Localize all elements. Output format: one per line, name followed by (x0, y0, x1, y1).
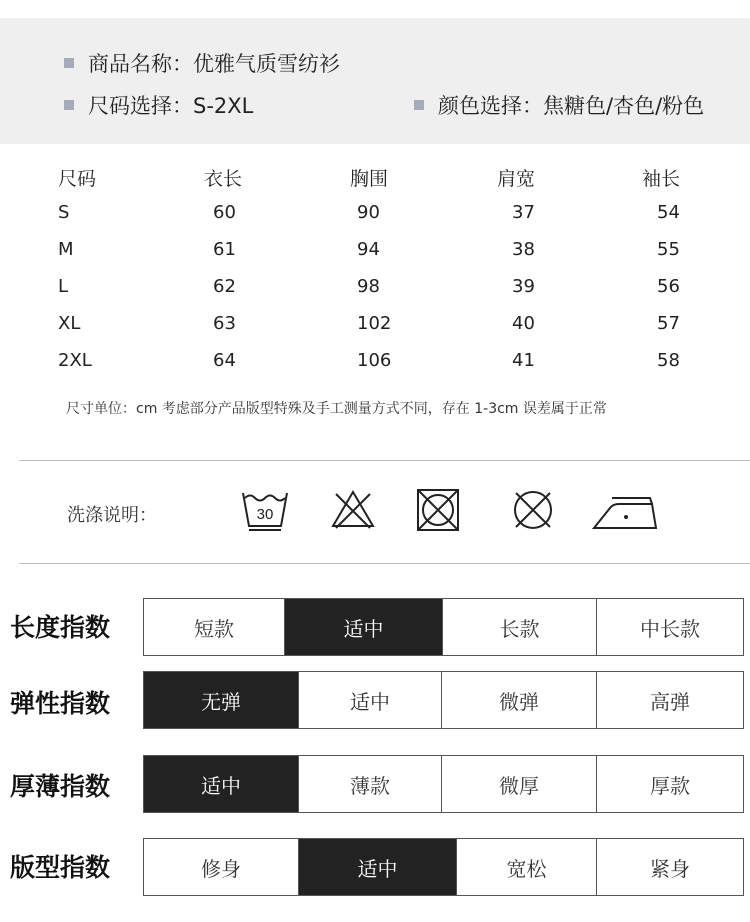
elasticity-option-medium: 适中 (299, 672, 442, 728)
color-options-text: 颜色选择：焦糖色/杏色/粉色 (438, 94, 705, 118)
size-cell: L (58, 276, 69, 297)
table-row (0, 276, 750, 313)
chest-cell: 102 (357, 313, 392, 334)
no-dry-clean-icon (508, 486, 558, 534)
elasticity-option-slight: 微弹 (442, 672, 597, 728)
divider-bottom (19, 563, 750, 564)
chest-cell: 94 (357, 239, 380, 260)
sleeve-cell: 55 (657, 239, 680, 260)
length-option-medium: 适中 (285, 599, 443, 655)
fit-option-loose: 宽松 (457, 839, 597, 895)
column-header-shoulder: 肩宽 (497, 168, 536, 190)
sleeve-cell: 58 (657, 350, 680, 371)
table-row (0, 202, 750, 239)
elasticity-index-options (143, 671, 744, 729)
size-cell: XL (58, 313, 81, 334)
product-name-row (64, 48, 340, 78)
column-header-length: 衣长 (204, 168, 243, 190)
bullet-icon (64, 100, 74, 110)
thickness-option-thick: 厚款 (650, 773, 690, 798)
size-chart-header-row (0, 164, 750, 201)
column-header-size: 尺码 (58, 168, 97, 190)
thickness-option-medium: 适中 (144, 756, 299, 812)
length-option-long: 长款 (443, 599, 597, 655)
size-cell: S (58, 202, 70, 223)
chest-cell: 90 (357, 202, 380, 223)
shoulder-cell: 38 (512, 239, 535, 260)
sleeve-cell: 56 (657, 276, 680, 297)
fit-option-regular: 适中 (299, 839, 457, 895)
length-index-options (143, 598, 744, 656)
wash-30-icon (240, 486, 290, 534)
length-option-mid-long: 中长款 (640, 616, 700, 641)
elasticity-index-label: 弹性指数 (10, 689, 111, 718)
length-cell: 63 (213, 313, 236, 334)
length-index-label: 长度指数 (10, 613, 111, 642)
size-range-text: 尺码选择：S-2XL (88, 94, 254, 118)
no-bleach-icon (328, 486, 378, 534)
fit-index-label: 版型指数 (10, 853, 111, 882)
chest-cell: 98 (357, 276, 380, 297)
column-header-sleeve: 袖长 (642, 168, 681, 190)
elasticity-option-high: 高弹 (650, 689, 690, 714)
divider-top (19, 460, 750, 461)
shoulder-cell: 41 (512, 350, 535, 371)
fit-option-slim: 修身 (144, 839, 299, 895)
product-info-header (0, 18, 750, 144)
chest-cell: 106 (357, 350, 392, 371)
wash-temp-text: 30 (256, 506, 274, 523)
size-cell: M (58, 239, 74, 260)
shoulder-cell: 37 (512, 202, 535, 223)
fit-option-tight: 紧身 (650, 856, 690, 881)
length-option-short: 短款 (144, 599, 285, 655)
elasticity-option-none: 无弹 (144, 672, 299, 728)
table-row (0, 313, 750, 350)
length-cell: 64 (213, 350, 236, 371)
shoulder-cell: 39 (512, 276, 535, 297)
thickness-index-label: 厚薄指数 (10, 772, 111, 801)
length-cell: 60 (213, 202, 236, 223)
product-name-text: 商品名称：优雅气质雪纺衫 (88, 52, 340, 76)
size-range-row (64, 90, 253, 120)
thickness-option-thin: 薄款 (299, 756, 442, 812)
size-cell: 2XL (58, 350, 92, 371)
low-iron-icon (592, 486, 658, 534)
shoulder-cell: 40 (512, 313, 535, 334)
table-row (0, 350, 750, 387)
sleeve-cell: 54 (657, 202, 680, 223)
table-row (0, 239, 750, 276)
sleeve-cell: 57 (657, 313, 680, 334)
thickness-index-options (143, 755, 744, 813)
fit-index-options (143, 838, 744, 896)
color-options-row (414, 90, 704, 120)
no-tumble-dry-icon (413, 486, 463, 534)
length-cell: 61 (213, 239, 236, 260)
column-header-chest: 胸围 (350, 168, 389, 190)
wash-instructions-label: 洗涤说明： (67, 505, 157, 526)
bullet-icon (414, 100, 424, 110)
thickness-option-slightly-thick: 微厚 (442, 756, 597, 812)
length-cell: 62 (213, 276, 236, 297)
bullet-icon (64, 58, 74, 68)
measurement-note: 尺寸单位：cm 考虑部分产品版型特殊及手工测量方式不同，存在 1-3cm 误差属于正常 (66, 401, 607, 417)
